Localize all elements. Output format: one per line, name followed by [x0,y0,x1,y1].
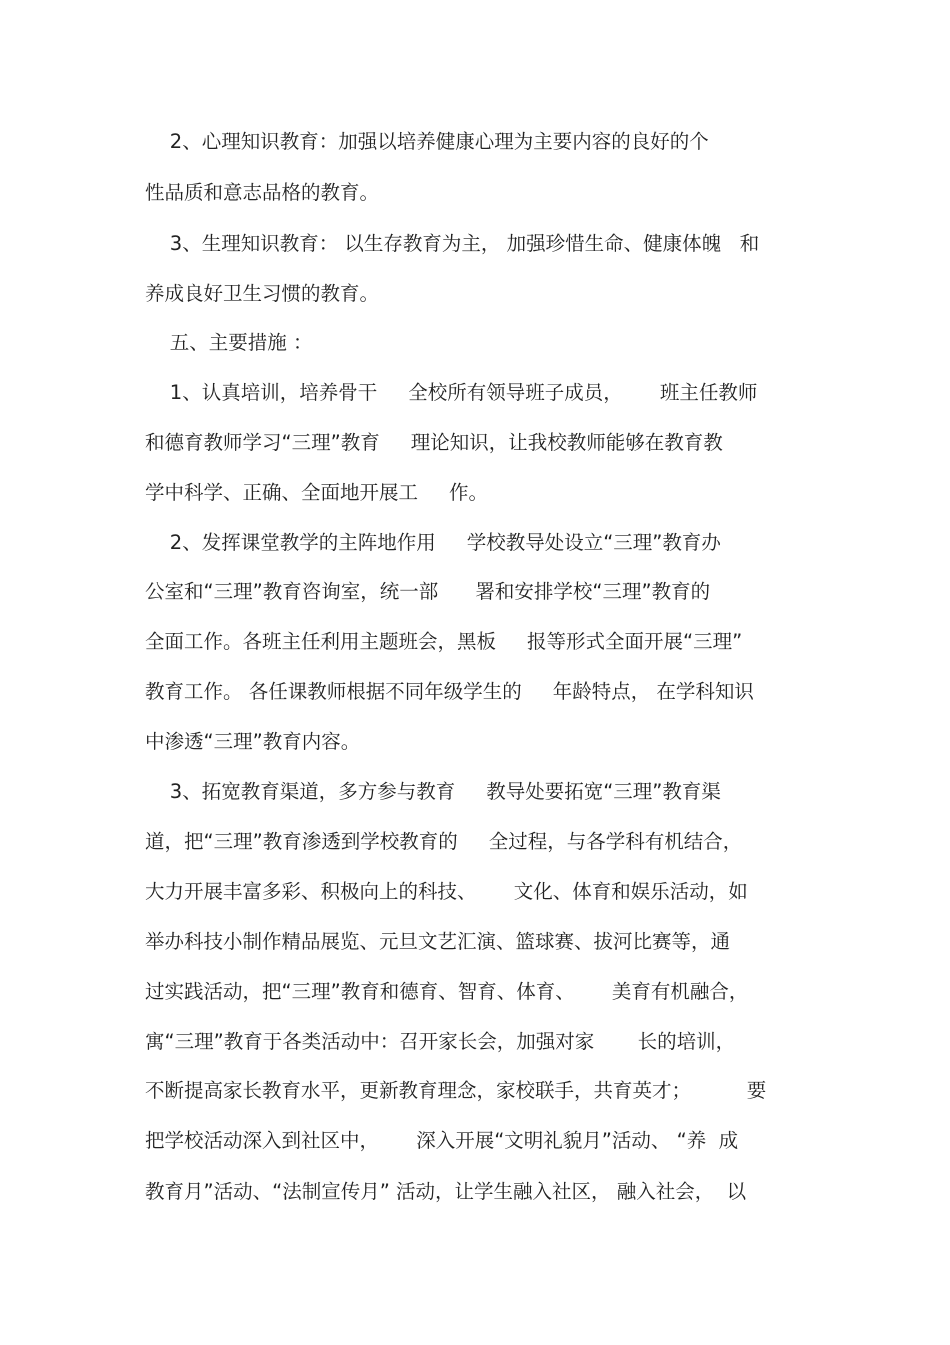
text-line: 不断提高家长教育水平，更新教育理念，家校联手，共育英才； 要 [145,1079,767,1102]
text-line: 过实践活动，把“三理”教育和德育、智育、体育、 美育有机融合， [145,980,749,1003]
text-line: 和德育教师学习“三理”教育 理论知识，让我校教师能够在教育教 [145,431,723,454]
text-line: 性品质和意志品格的教育。 [145,181,380,204]
text-line: 寓“三理”教育于各类活动中：召开家长会，加强对家 长的培训， [145,1030,736,1053]
section-heading: 五、主要措施 ： [145,331,313,354]
text-line: 2、心理知识教育：加强以培养健康心理为主要内容的良好的个 [145,130,709,153]
text-line: 教育月”活动、“法制宣传月” 活动，让学生融入社区， 融入社会， 以 [145,1180,747,1203]
text-line: 学中科学、正确、全面地开展工 作。 [145,481,488,504]
text-line: 公室和“三理”教育咨询室，统一部 署和安排学校“三理”教育的 [145,580,711,603]
text-line: 养成良好卫生习惯的教育。 [145,282,380,305]
text-line: 2、发挥课堂教学的主阵地作用 学校教导处设立“三理”教育办 [145,531,721,554]
text-line: 举办科技小制作精品展览、元旦文艺汇演、篮球赛、拔河比赛等，通 [145,930,731,953]
text-line: 中渗透“三理”教育内容。 [145,730,361,753]
text-line: 3、拓宽教育渠道，多方参与教育 教导处要拓宽“三理”教育渠 [145,780,721,803]
text-line: 教育工作。 各任课教师根据不同年级学生的 年龄特点， 在学科知识 [145,680,754,703]
text-line: 1、认真培训，培养骨干 全校所有领导班子成员， 班主任教师 [145,381,758,404]
text-line: 3、生理知识教育： 以生存教育为主， 加强珍惜生命、健康体魄 和 [145,232,760,255]
text-line: 道，把“三理”教育渗透到学校教育的 全过程，与各学科有机结合， [145,830,743,853]
text-line: 把学校活动深入到社区中， 深入开展“文明礼貌月”活动、 “养 成 [145,1129,739,1152]
text-line: 大力开展丰富多彩、积极向上的科技、 文化、体育和娱乐活动，如 [145,880,748,903]
text-line: 全面工作。各班主任利用主题班会，黑板 报等形式全面开展“三理” [145,630,743,653]
